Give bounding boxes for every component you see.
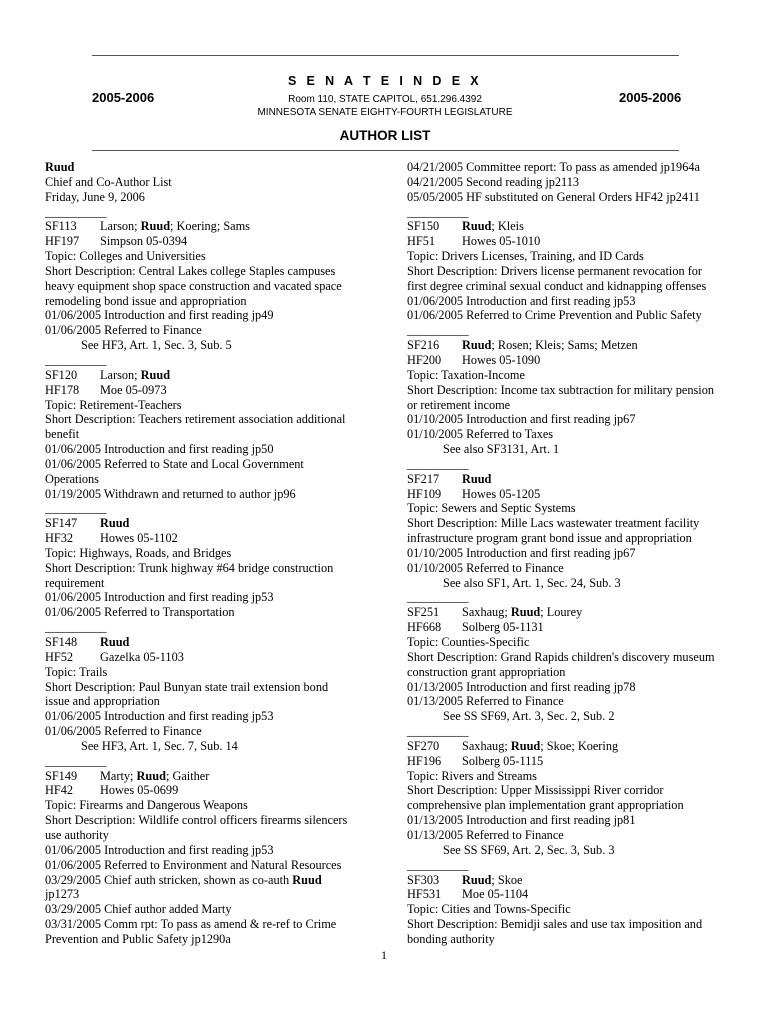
- line-text: Short Description: Paul Bunyan state trail extension bond: [45, 679, 329, 694]
- line-text: See HF3, Art. 1, Sec. 7, Sub. 14: [81, 738, 238, 753]
- text-line: [407, 279, 715, 294]
- text-line: [45, 442, 347, 457]
- left-column: [45, 160, 347, 947]
- bill-number: SF148: [45, 635, 78, 649]
- text-line: [45, 338, 347, 353]
- author-name: Ruud: [510, 738, 541, 753]
- bill-number: SF251: [407, 605, 440, 620]
- author-name: Ruud: [100, 635, 130, 649]
- bill-line: [407, 754, 715, 769]
- text-line: [45, 843, 347, 858]
- line-text: Topic: Firearms and Dangerous Weapons: [45, 798, 248, 813]
- text-line: [45, 917, 347, 932]
- line-text: Short Description: Mille Lacs wastewater treatment facility: [407, 516, 700, 531]
- text-line: [407, 442, 715, 457]
- line-text: 01/06/2005 Introduction and first reading jp50: [45, 442, 274, 457]
- line-text: Short Description: Income tax subtraction for military pension: [407, 382, 715, 397]
- text-line: [407, 769, 715, 784]
- line-text: or retirement income: [407, 397, 511, 412]
- line-text: 01/13/2005 Introduction and first reading jp81: [407, 813, 636, 828]
- author-name: Ruud: [292, 872, 322, 887]
- text-line: [407, 516, 715, 531]
- text-line: [45, 932, 347, 947]
- author-name: Ruud: [462, 338, 492, 353]
- entry-separator: __________: [407, 857, 469, 872]
- text-line: [45, 279, 347, 294]
- text-line: [45, 887, 347, 902]
- text-line: [45, 798, 347, 813]
- text-line: [407, 501, 715, 516]
- line-text: 01/06/2005 Introduction and first reading jp53: [45, 709, 274, 724]
- line-text: Prevention and Public Safety jp1290a: [45, 931, 231, 946]
- text-line: [45, 665, 347, 680]
- text-line: [45, 902, 347, 917]
- text-line: [407, 160, 715, 175]
- text-line: [407, 917, 715, 932]
- text-line: [45, 457, 347, 472]
- text-line: [45, 249, 347, 264]
- bill-line: [45, 516, 347, 531]
- bill-number: SF216: [407, 338, 440, 353]
- text-line: [407, 813, 715, 828]
- text-line: [407, 828, 715, 843]
- text-line: [407, 412, 715, 427]
- line-text: Larson;: [100, 219, 141, 234]
- bill-number: HF200: [407, 352, 442, 367]
- text-line: [45, 546, 347, 561]
- bill-number: SF150: [407, 219, 440, 234]
- line-text: 01/10/2005 Referred to Taxes: [407, 427, 554, 442]
- text-line: [407, 175, 715, 190]
- line-text: Short Description: Teachers retirement association additional: [45, 412, 346, 427]
- line-text: See HF3, Art. 1, Sec. 3, Sub. 5: [81, 338, 232, 353]
- text-line: [45, 427, 347, 442]
- line-text: first degree criminal sexual conduct and kidnapping offenses: [407, 278, 707, 293]
- text-line: [407, 561, 715, 576]
- text-line: [407, 383, 715, 398]
- text-line: [407, 427, 715, 442]
- line-text: Short Description: Drivers license permanent revocation for: [407, 263, 703, 278]
- line-text-tail: ; Gaither: [165, 768, 210, 783]
- bill-line: [407, 219, 715, 234]
- bill-number: HF668: [407, 620, 442, 635]
- text-line: [45, 724, 347, 739]
- line-text: 03/29/2005 Chief auth stricken, shown as co-auth: [45, 872, 293, 887]
- line-text: Howes 05-0699: [100, 783, 179, 798]
- text-line: [45, 308, 347, 323]
- line-text: 04/21/2005 Second reading jp2113: [407, 174, 580, 189]
- bill-number: HF109: [407, 486, 442, 501]
- text-line: [407, 368, 715, 383]
- bill-number: SF120: [45, 367, 78, 382]
- year-left: 2005-2006: [92, 90, 155, 105]
- line-text: Topic: Counties-Specific: [407, 635, 530, 649]
- text-line: [45, 590, 347, 605]
- bill-line: [407, 887, 715, 902]
- line-text: 01/10/2005 Introduction and first reading jp67: [407, 545, 636, 560]
- bill-line: [45, 635, 347, 650]
- author-list-title: AUTHOR LIST: [339, 128, 431, 143]
- line-text-tail: ; Lourey: [540, 605, 583, 620]
- bill-line: [45, 531, 347, 546]
- text-line: [407, 264, 715, 279]
- line-text: See also SF3131, Art. 1: [443, 442, 560, 457]
- author-name: Ruud: [462, 872, 492, 887]
- line-text: 03/29/2005 Chief author added Marty: [45, 902, 232, 917]
- bill-number: SF113: [45, 219, 77, 234]
- line-text: 01/06/2005 Referred to Finance: [45, 724, 202, 739]
- line-text: Short Description: Wildlife control officers firearms silencers: [45, 813, 348, 828]
- line-text-tail: ; Skoe; Koering: [540, 738, 619, 753]
- entry-separator: __________: [45, 501, 107, 516]
- line-text: Topic: Sewers and Septic Systems: [407, 501, 576, 516]
- line-text: 01/06/2005 Referred to Environment and Natural Resources: [45, 857, 342, 872]
- text-line: [407, 531, 715, 546]
- text-line: [45, 694, 347, 709]
- line-text: 01/06/2005 Introduction and first reading jp53: [45, 590, 274, 605]
- bill-line: [45, 650, 347, 665]
- line-text: Topic: Colleges and Universities: [45, 249, 206, 264]
- line-text: 01/06/2005 Introduction and first reading jp53: [407, 293, 636, 308]
- bill-line: [45, 368, 347, 383]
- top-rule: [92, 55, 679, 56]
- line-text-tail: ; Rosen; Kleis; Sams; Metzen: [491, 338, 638, 353]
- entry-separator: __________: [45, 753, 107, 768]
- bill-line: [407, 620, 715, 635]
- page-number: 1: [381, 948, 387, 962]
- text-line: [407, 546, 715, 561]
- entry-separator: __________: [407, 323, 469, 338]
- line-text: 01/13/2005 Referred to Finance: [407, 827, 564, 842]
- line-text: jp1273: [45, 887, 80, 902]
- line-text: 01/06/2005 Introduction and first reading jp53: [45, 842, 274, 857]
- bill-line: [45, 234, 347, 249]
- line-text: Howes 05-1205: [462, 486, 541, 501]
- text-line: [407, 650, 715, 665]
- author-name: Ruud: [136, 768, 166, 783]
- text-line: [407, 665, 715, 680]
- text-line: [407, 843, 715, 858]
- line-text: 01/06/2005 Referred to Transportation: [45, 605, 235, 620]
- line-text: Marty;: [100, 768, 137, 783]
- line-text: benefit: [45, 427, 80, 442]
- line-text: Saxhaug;: [462, 738, 511, 753]
- author-name: Ruud: [462, 219, 492, 234]
- entry-separator: __________: [407, 724, 469, 739]
- entry-separator: __________: [45, 204, 107, 219]
- line-text: Simpson 05-0394: [100, 234, 188, 249]
- text-line: [407, 576, 715, 591]
- text-line: [45, 709, 347, 724]
- line-text: 01/06/2005 Referred to State and Local Government: [45, 456, 304, 471]
- line-text-tail: ; Kleis: [491, 219, 524, 234]
- text-line: [407, 398, 715, 413]
- text-line: [45, 873, 347, 888]
- line-text: 03/31/2005 Comm rpt: To pass as amend & re-ref to Crime: [45, 917, 337, 932]
- line-text: 01/13/2005 Referred to Finance: [407, 694, 564, 709]
- bill-number: HF51: [407, 234, 436, 249]
- bill-line: [407, 605, 715, 620]
- line-text-tail: ; Koering; Sams: [170, 219, 250, 234]
- bill-line: [45, 383, 347, 398]
- bill-line: [407, 338, 715, 353]
- index-title: S E N A T E I N D E X: [287, 74, 483, 88]
- line-text: Short Description: Trunk highway #64 bridge construction: [45, 560, 334, 575]
- bill-line: [45, 783, 347, 798]
- line-text-tail: ; Skoe: [491, 872, 523, 887]
- text-line: [407, 190, 715, 205]
- text-line: [45, 412, 347, 427]
- line-text: Solberg 05-1131: [462, 620, 544, 635]
- year-right: 2005-2006: [619, 90, 682, 105]
- author-name: Ruud: [462, 471, 492, 486]
- text-line: [407, 294, 715, 309]
- author-name: Ruud: [140, 367, 171, 382]
- line-text: 01/06/2005 Referred to Finance: [45, 323, 202, 338]
- line-text: 01/06/2005 Referred to Crime Prevention and Public Safety: [407, 308, 702, 323]
- line-text: issue and appropriation: [45, 694, 160, 709]
- text-line: [407, 635, 715, 650]
- bill-line: [407, 234, 715, 249]
- text-line: [45, 472, 347, 487]
- bill-line: [407, 739, 715, 754]
- line-text: Topic: Rivers and Streams: [407, 768, 537, 783]
- bill-number: HF32: [45, 531, 74, 546]
- line-text: Short Description: Grand Rapids children's discovery museum: [407, 649, 715, 664]
- header-rule: [92, 150, 679, 151]
- text-line: [45, 323, 347, 338]
- line-text: Topic: Cities and Towns-Specific: [407, 902, 571, 917]
- text-line: [407, 798, 715, 813]
- line-text: Howes 05-1010: [462, 234, 541, 249]
- text-line: [45, 828, 347, 843]
- bill-line: [407, 487, 715, 502]
- text-line: [45, 605, 347, 620]
- right-column: [407, 160, 715, 947]
- bill-number: SF147: [45, 516, 78, 531]
- address-line: Room 110, STATE CAPITOL, 651.296.4392: [288, 94, 482, 105]
- bill-number: SF303: [407, 872, 440, 887]
- author-name: Ruud: [100, 516, 130, 531]
- text-line: [407, 709, 715, 724]
- bill-number: HF52: [45, 649, 74, 664]
- line-text: Short Description: Bemidji sales and use tax imposition and: [407, 917, 703, 932]
- bill-number: HF178: [45, 382, 80, 397]
- text-line: [45, 813, 347, 828]
- bill-number: HF197: [45, 234, 80, 249]
- text-line: [45, 398, 347, 413]
- line-text: Friday, June 9, 2006: [45, 189, 145, 204]
- line-text: infrastructure program grant bond issue and appropriation: [407, 531, 692, 546]
- line-text: Topic: Highways, Roads, and Bridges: [45, 545, 232, 560]
- text-line: [45, 561, 347, 576]
- text-line: [45, 294, 347, 309]
- line-text: Ruud: [45, 160, 75, 174]
- bill-line: [407, 873, 715, 888]
- bill-number: SF217: [407, 471, 440, 486]
- line-text: 01/10/2005 Referred to Finance: [407, 560, 564, 575]
- text-line: [407, 249, 715, 264]
- line-text: See also SF1, Art. 1, Sec. 24, Sub. 3: [443, 575, 621, 590]
- bill-line: [407, 472, 715, 487]
- line-text: Short Description: Central Lakes college Staples campuses: [45, 263, 336, 278]
- bill-number: HF531: [407, 887, 442, 902]
- text-line: [45, 487, 347, 502]
- line-text: Topic: Taxation-Income: [407, 367, 525, 382]
- line-text: Short Description: Upper Mississippi River corridor: [407, 783, 664, 798]
- line-text: 05/05/2005 HF substituted on General Orders HF42 jp2411: [407, 189, 700, 204]
- line-text: 04/21/2005 Committee report: To pass as amended jp1964a: [407, 160, 700, 174]
- line-text: 01/13/2005 Introduction and first reading jp78: [407, 679, 636, 694]
- line-text: use authority: [45, 827, 109, 842]
- author-name: Ruud: [510, 605, 541, 620]
- line-text: 01/06/2005 Introduction and first reading jp49: [45, 308, 274, 323]
- bill-number: HF42: [45, 783, 74, 798]
- text-line: [407, 680, 715, 695]
- text-line: [45, 160, 347, 175]
- entry-separator: __________: [407, 590, 469, 605]
- entry-separator: __________: [407, 204, 469, 219]
- line-text: requirement: [45, 575, 105, 590]
- line-text: Larson;: [100, 367, 141, 382]
- line-text: Solberg 05-1115: [462, 753, 544, 768]
- line-text: Topic: Retirement-Teachers: [45, 397, 182, 412]
- text-line: [45, 576, 347, 591]
- text-line: [45, 858, 347, 873]
- line-text: comprehensive plan implementation grant appropriation: [407, 798, 684, 813]
- line-text: See SS SF69, Art. 2, Sec. 3, Sub. 3: [443, 842, 615, 857]
- line-text: Howes 05-1090: [462, 352, 541, 367]
- text-line: [45, 190, 347, 205]
- line-text: Gazelka 05-1103: [100, 649, 184, 664]
- line-text: Topic: Trails: [45, 664, 108, 679]
- line-text: remodeling bond issue and appropriation: [45, 293, 247, 308]
- text-line: [407, 932, 715, 947]
- line-text: Moe 05-0973: [100, 382, 167, 397]
- entry-separator: __________: [407, 456, 469, 471]
- line-text: Operations: [45, 471, 99, 486]
- line-text: See SS SF69, Art. 3, Sec. 2, Sub. 2: [443, 709, 615, 724]
- bill-number: HF196: [407, 753, 442, 768]
- author-name: Ruud: [140, 219, 171, 234]
- bill-line: [407, 353, 715, 368]
- legislature-line: MINNESOTA SENATE EIGHTY-FOURTH LEGISLATURE: [257, 107, 513, 118]
- bill-line: [45, 219, 347, 234]
- line-text: construction grant appropriation: [407, 664, 566, 679]
- text-line: [45, 739, 347, 754]
- line-text: heavy equipment shop space construction and vacated space: [45, 278, 342, 293]
- line-text: Topic: Drivers Licenses, Training, and ID Cards: [407, 249, 644, 264]
- text-line: [407, 694, 715, 709]
- bill-line: [45, 769, 347, 784]
- line-text: bonding authority: [407, 931, 495, 946]
- line-text: Chief and Co-Author List: [45, 174, 172, 189]
- bill-number: SF149: [45, 768, 78, 783]
- line-text: 01/19/2005 Withdrawn and returned to author jp96: [45, 486, 296, 501]
- entry-separator: __________: [45, 352, 107, 367]
- text-line: [45, 680, 347, 695]
- line-text: Saxhaug;: [462, 605, 511, 620]
- line-text: Howes 05-1102: [100, 531, 178, 546]
- text-line: [407, 902, 715, 917]
- text-line: [45, 264, 347, 279]
- bill-number: SF270: [407, 738, 440, 753]
- line-text: Moe 05-1104: [462, 887, 529, 902]
- line-text: 01/10/2005 Introduction and first reading jp67: [407, 412, 636, 427]
- text-line: [407, 783, 715, 798]
- entry-separator: __________: [45, 620, 107, 635]
- text-line: [45, 175, 347, 190]
- text-line: [407, 308, 715, 323]
